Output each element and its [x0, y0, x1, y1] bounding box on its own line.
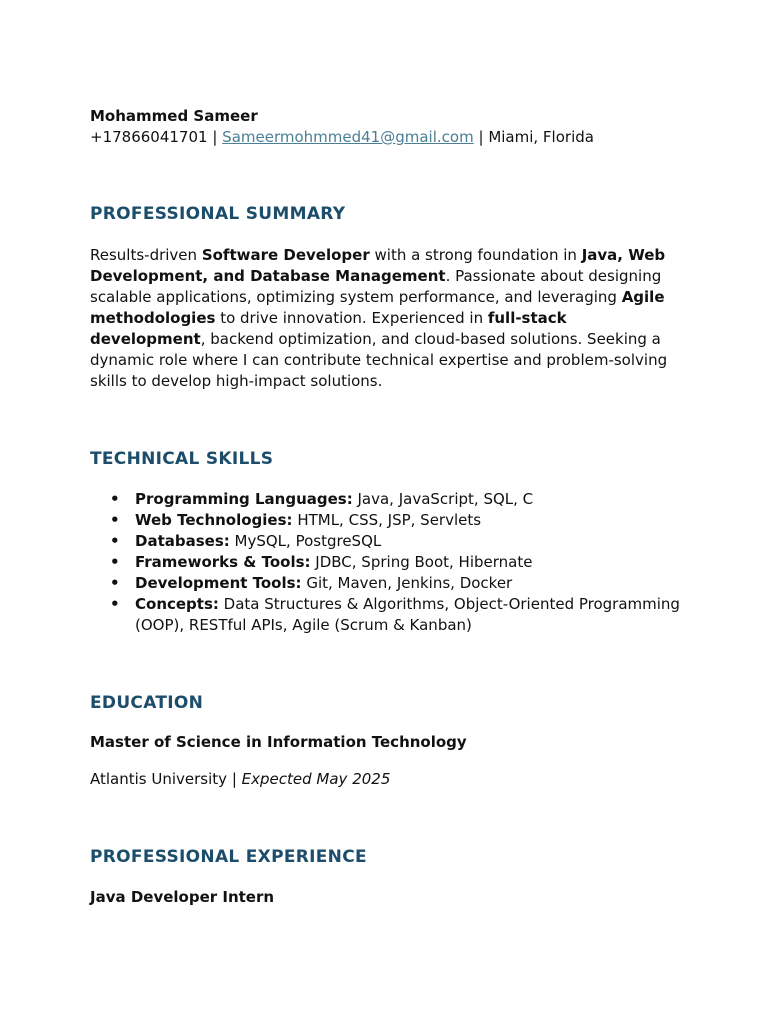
skill-values: Java, JavaScript, SQL, C	[352, 490, 534, 508]
skill-item	[90, 489, 680, 510]
location: Miami, Florida	[488, 128, 594, 146]
skill-values: MySQL, PostgreSQL	[229, 532, 382, 550]
summary-highlight: Software Developer	[201, 246, 370, 264]
contact-line	[90, 127, 680, 148]
degree-title: Master of Science in Information Technology	[90, 733, 467, 751]
summary-highlight: full-stack development	[90, 309, 567, 348]
email-link[interactable]: Sameermohmmed41@gmail.com	[222, 128, 474, 146]
bullet-icon: •	[110, 574, 120, 592]
resume-content	[90, 106, 680, 908]
summary-highlight: Java, Web Development, and Database Management	[90, 246, 666, 285]
school-name: Atlantis University	[90, 770, 228, 788]
summary-text: to drive innovation. Experienced in	[215, 309, 488, 327]
summary-heading: PROFESSIONAL SUMMARY	[90, 204, 346, 224]
experience-heading: PROFESSIONAL EXPERIENCE	[90, 847, 367, 867]
candidate-name: Mohammed Sameer	[90, 107, 258, 125]
skill-category: Databases:	[135, 532, 230, 550]
skill-category: Web Technologies:	[135, 511, 293, 529]
skills-heading: TECHNICAL SKILLS	[90, 449, 274, 469]
skill-values: HTML, CSS, JSP, Servlets	[292, 511, 482, 529]
skill-item	[90, 531, 680, 552]
contact-separator: |	[212, 128, 218, 146]
skill-category: Frameworks & Tools:	[135, 553, 311, 571]
skill-item	[90, 573, 680, 594]
skill-item	[90, 594, 680, 636]
bullet-icon: •	[110, 553, 120, 571]
skill-item	[90, 510, 680, 531]
contact-separator: |	[478, 128, 484, 146]
skill-values: JDBC, Spring Boot, Hibernate	[310, 553, 533, 571]
skill-category: Programming Languages:	[135, 490, 353, 508]
summary-highlight: Agile methodologies	[90, 288, 665, 327]
skill-values: Git, Maven, Jenkins, Docker	[301, 574, 513, 592]
skill-item	[90, 552, 680, 573]
job-title: Java Developer Intern	[90, 888, 275, 906]
summary-text: Results-driven	[90, 246, 202, 264]
skill-category: Development Tools:	[135, 574, 302, 592]
skill-category: Concepts:	[135, 595, 219, 613]
school-line	[90, 769, 680, 790]
summary-paragraph	[90, 245, 680, 392]
bullet-icon: •	[110, 511, 120, 529]
school-separator: |	[231, 770, 237, 788]
summary-text: . Passionate about designing scalable applications, optimizing system performance, and leveraging	[90, 267, 662, 306]
bullet-icon: •	[110, 490, 120, 508]
bullet-icon: •	[110, 595, 120, 613]
summary-text: , backend optimization, and cloud-based solutions. Seeking a dynamic role where I can contribute technical expertise and problem-solving skills to develop high-impact solutions.	[90, 330, 668, 390]
bullet-icon: •	[110, 532, 120, 550]
education-heading: EDUCATION	[90, 693, 204, 713]
phone-number: +17866041701	[90, 128, 208, 146]
skills-list	[90, 489, 680, 636]
summary-text: with a strong foundation in	[369, 246, 582, 264]
skill-values: Data Structures & Algorithms, Object-Oriented Programming (OOP), RESTful APIs, Agile (Scrum & Kanban)	[135, 595, 680, 634]
graduation-date: Expected May 2025	[241, 770, 391, 788]
